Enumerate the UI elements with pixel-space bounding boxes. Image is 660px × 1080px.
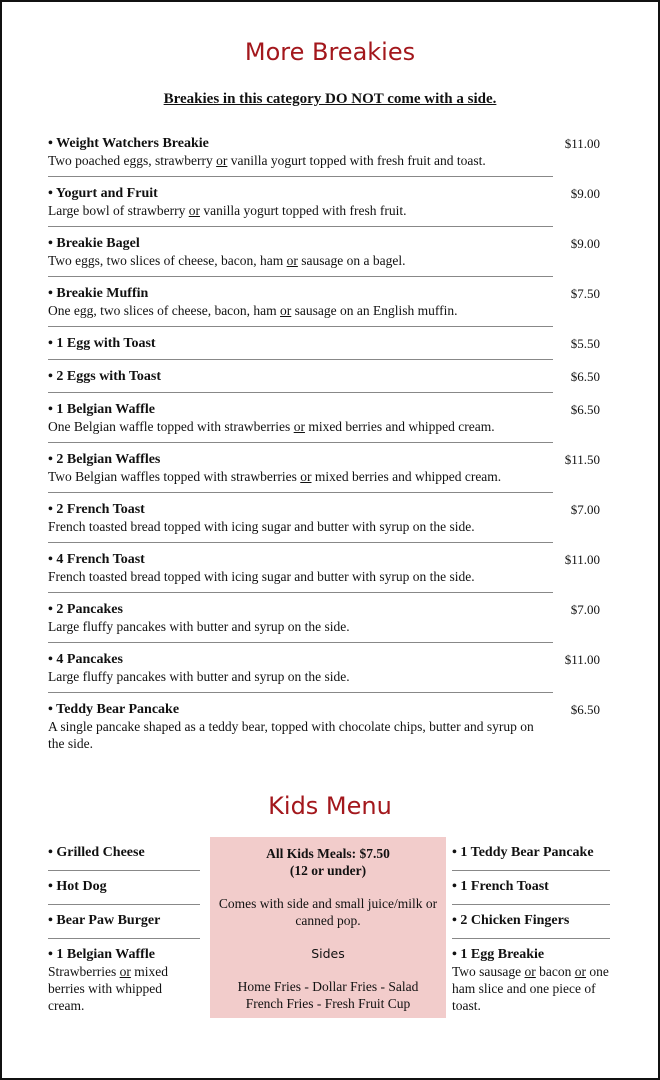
menu-item-price: $6.50 <box>570 402 600 417</box>
kids-item-name: • 1 Belgian Waffle <box>48 947 155 962</box>
menu-item-name: • 2 Eggs with Toast <box>48 369 162 384</box>
kids-includes: Comes with side and small juice/milk or canned pop. <box>218 896 438 928</box>
sides-line-1: Home Fries - Dollar Fries - Salad <box>237 979 419 994</box>
menu-item-price: $6.50 <box>570 369 600 384</box>
category-note: Breakies in this category DO NOT come with a side. <box>163 91 497 107</box>
menu-item <box>48 335 608 360</box>
menu-item-description: Two Belgian waffles topped with strawberries or mixed berries and whipped cream. <box>48 469 502 484</box>
menu-item-description: French toasted bread topped with icing sugar and butter with syrup on the side. <box>48 569 475 584</box>
menu-item-price: $7.50 <box>570 286 600 301</box>
kids-item-name: • Bear Paw Burger <box>48 913 161 928</box>
menu-item-description: Large fluffy pancakes with butter and syrup on the side. <box>48 669 350 684</box>
menu-item <box>48 401 608 443</box>
kids-menu-item <box>48 878 200 905</box>
divider <box>48 442 553 443</box>
menu-item-name: • Breakie Muffin <box>48 286 149 301</box>
sides-line-2: French Fries - Fresh Fruit Cup <box>245 996 411 1011</box>
kids-item-name: • 2 Chicken Fingers <box>452 913 570 928</box>
divider <box>452 938 610 939</box>
divider <box>452 870 610 871</box>
menu-item <box>48 235 608 277</box>
menu-item-description: One egg, two slices of cheese, bacon, ham or sausage on an English muffin. <box>48 303 458 318</box>
kids-age-line: (12 or under) <box>289 863 367 878</box>
divider <box>48 938 200 939</box>
menu-item-description: A single pancake shaped as a teddy bear, topped with chocolate chips, butter and syrup on the side. <box>48 719 534 751</box>
emphasis-or: or <box>300 469 312 484</box>
emphasis-or: or <box>280 303 292 318</box>
kids-item-description: Two sausage or bacon or one ham slice and one piece of toast. <box>452 964 609 1013</box>
menu-item-description: Large fluffy pancakes with butter and syrup on the side. <box>48 619 350 634</box>
menu-item-name: • 4 French Toast <box>48 552 145 567</box>
kids-info-box <box>210 837 446 1018</box>
menu-item <box>48 285 608 327</box>
divider <box>48 692 553 693</box>
divider <box>48 904 200 905</box>
menu-item-description: Large bowl of strawberry or vanilla yogurt topped with fresh fruit. <box>48 203 407 218</box>
menu-item-price: $7.00 <box>570 502 600 517</box>
breakie-list <box>48 135 608 752</box>
divider <box>48 392 553 393</box>
emphasis-or: or <box>216 153 228 168</box>
menu-item-name: • 4 Pancakes <box>48 652 123 667</box>
menu-item-price: $11.00 <box>564 136 600 151</box>
kids-menu-item <box>452 878 610 905</box>
menu-item-name: • 1 Belgian Waffle <box>48 402 155 417</box>
menu-item <box>48 551 608 593</box>
divider <box>48 870 200 871</box>
divider <box>48 276 553 277</box>
kids-menu-item <box>452 946 610 1014</box>
menu-item-price: $9.00 <box>570 236 600 251</box>
kids-menu-item <box>452 844 610 871</box>
divider <box>48 542 553 543</box>
kids-menu-item <box>48 844 200 871</box>
page-title: More Breakies <box>244 38 416 66</box>
menu-item-description: French toasted bread topped with icing sugar and butter with syrup on the side. <box>48 519 475 534</box>
kids-item-name: • 1 Teddy Bear Pancake <box>452 845 594 860</box>
menu-item-price: $6.50 <box>570 702 600 717</box>
menu-item-description: Two poached eggs, strawberry or vanilla yogurt topped with fresh fruit and toast. <box>48 153 486 168</box>
menu-item-name: • Yogurt and Fruit <box>48 186 158 201</box>
emphasis-or: or <box>524 964 536 979</box>
divider <box>48 359 553 360</box>
menu-item-name: • Teddy Bear Pancake <box>48 702 180 717</box>
menu-item-name: • Weight Watchers Breakie <box>48 136 209 151</box>
kids-item-name: • 1 Egg Breakie <box>452 947 545 962</box>
kids-item-name: • Grilled Cheese <box>48 845 145 860</box>
menu-item <box>48 701 608 752</box>
emphasis-or: or <box>119 964 131 979</box>
menu-item <box>48 135 608 177</box>
kids-left-column <box>48 844 200 1014</box>
kids-right-column <box>452 844 610 1014</box>
menu-item-name: • 2 Pancakes <box>48 602 123 617</box>
divider <box>48 226 553 227</box>
menu-item-description: One Belgian waffle topped with strawberries or mixed berries and whipped cream. <box>48 419 495 434</box>
divider <box>48 592 553 593</box>
menu-item-price: $11.00 <box>564 552 600 567</box>
menu-item <box>48 368 608 393</box>
kids-menu-item <box>452 912 610 939</box>
menu-item <box>48 651 608 693</box>
kids-item-name: • Hot Dog <box>48 879 107 894</box>
menu-item-price: $11.50 <box>564 452 600 467</box>
divider <box>48 642 553 643</box>
divider <box>48 492 553 493</box>
sides-title: Sides <box>311 946 345 961</box>
emphasis-or: or <box>286 253 298 268</box>
menu-item-price: $9.00 <box>570 186 600 201</box>
kids-menu-item <box>48 946 200 1014</box>
emphasis-or: or <box>188 203 200 218</box>
divider <box>452 904 610 905</box>
emphasis-or: or <box>293 419 305 434</box>
menu-item-name: • 1 Egg with Toast <box>48 336 156 351</box>
emphasis-or: or <box>574 964 587 979</box>
divider <box>48 326 553 327</box>
menu-item <box>48 185 608 227</box>
divider <box>48 176 553 177</box>
menu-item-price: $7.00 <box>570 602 600 617</box>
menu-item-name: • Breakie Bagel <box>48 236 140 251</box>
menu-item <box>48 451 608 493</box>
menu-item <box>48 501 608 543</box>
menu-item-price: $11.00 <box>564 652 600 667</box>
kids-item-name: • 1 French Toast <box>452 879 549 894</box>
menu-item-name: • 2 French Toast <box>48 502 145 517</box>
kids-item-description: Strawberries or mixed berries with whipped cream. <box>48 964 168 1013</box>
kids-price-line: All Kids Meals: $7.50 <box>266 846 390 861</box>
kids-menu-item <box>48 912 200 939</box>
kids-menu-title: Kids Menu <box>268 792 392 820</box>
menu-item-price: $5.50 <box>570 336 600 351</box>
menu-item <box>48 601 608 643</box>
menu-item-name: • 2 Belgian Waffles <box>48 452 161 467</box>
menu-item-description: Two eggs, two slices of cheese, bacon, ham or sausage on a bagel. <box>48 253 406 268</box>
